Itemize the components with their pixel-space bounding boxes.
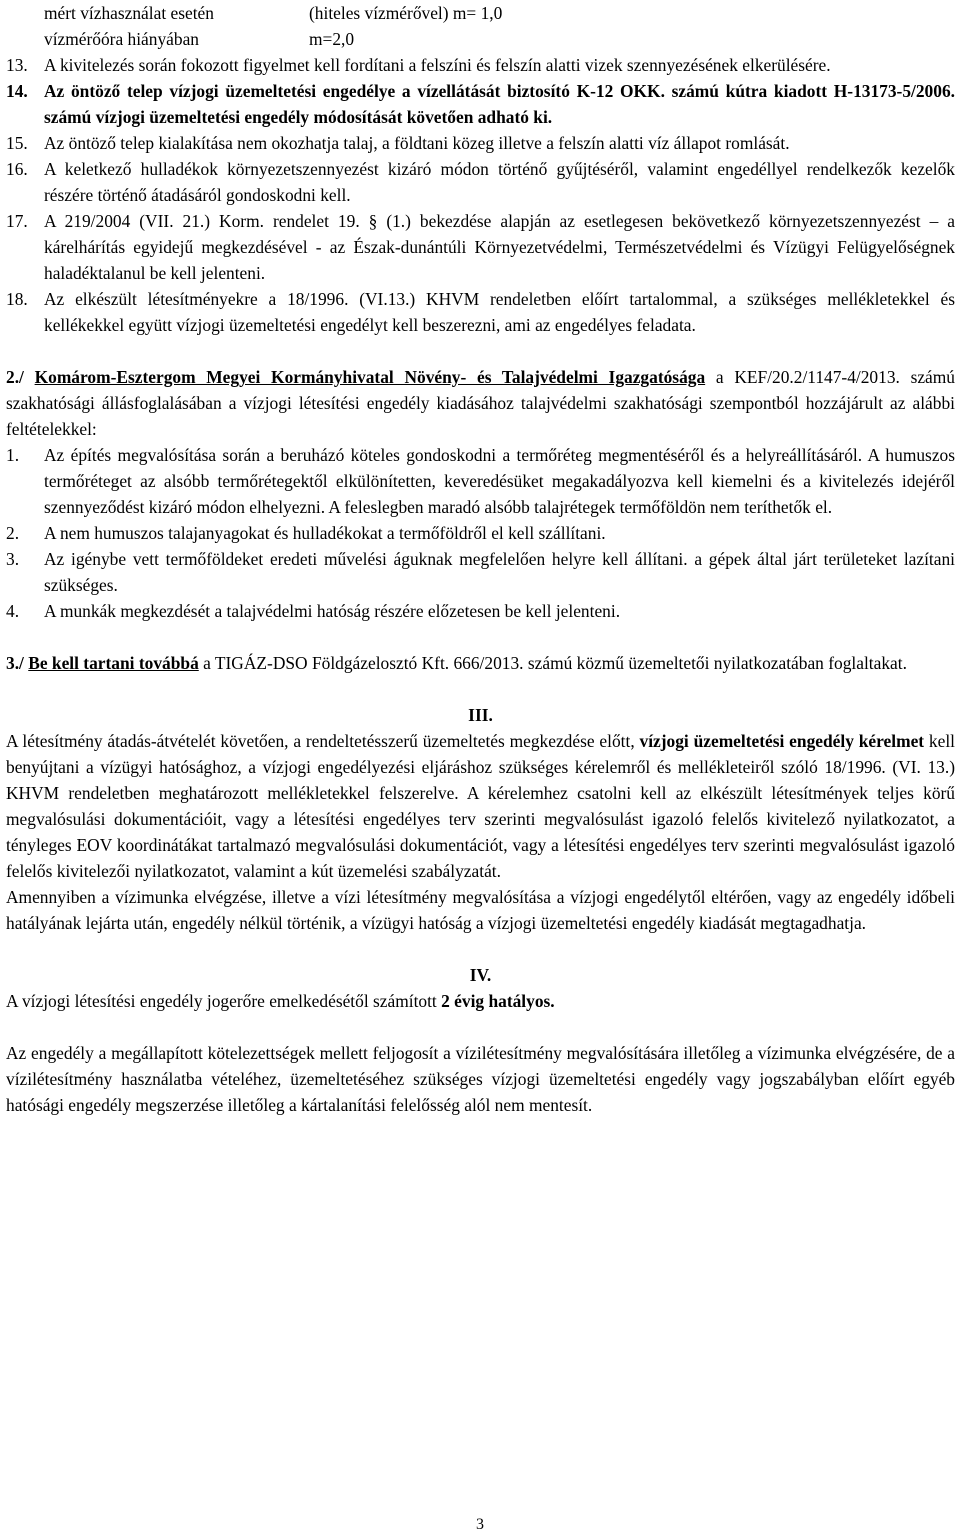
item-number: 1. — [6, 445, 20, 465]
intro-line-1 — [6, 0, 955, 26]
item-number: 16. — [6, 159, 28, 179]
item-number: 13. — [6, 55, 28, 75]
list-item-18 — [6, 286, 955, 338]
para-iii-1 — [6, 728, 955, 884]
intro-left-2: vízmérőóra hiányában — [44, 29, 199, 49]
item-text: A nem humuszos talajanyagokat és hulladékokat a termőföldről el kell szállítani. — [44, 523, 606, 543]
item-text: A 219/2004 (VII. 21.) Korm. rendelet 19. § (1.) bekezdése alapján az esetlegesen bekövetkező környezetszennyezést – a kárelhárítás egyidejű megkezdésével - az Észak-dunántúli Környezetvédelmi, Természetvédelmi és Vízügyi Felügyelőségnek haladéktalanul be kell jelenteni. — [44, 211, 955, 283]
list-item-17 — [6, 208, 955, 286]
list-item-15 — [6, 130, 955, 156]
section-3-number: 3./ — [6, 653, 24, 673]
section-3-paragraph — [6, 650, 955, 676]
para-iii-1-bold: vízjogi üzemeltetési engedély kérelmet — [639, 731, 925, 751]
intro-right-1: (hiteles vízmérővel) m= 1,0 — [309, 3, 503, 23]
section-2-item-4 — [6, 598, 955, 624]
item-text: A kivitelezés során fokozott figyelmet kell fordítani a felszíni és felszín alatti vizek szennyezésének elkerülésére. — [44, 55, 831, 75]
item-text: Az igénybe vett termőföldeket eredeti művelési águknak megfelelően helyre kell állítani. a gépek által járt területeket lazítani szükséges. — [44, 549, 955, 595]
item-number: 4. — [6, 601, 20, 621]
document-page — [6, 0, 955, 1537]
section-2-number: 2./ — [6, 367, 24, 387]
heading-iv: IV. — [469, 965, 492, 985]
section-2-text: KEF/20.2/1147-4/2013. számú szakhatósági állásfoglalásában a vízjogi létesítési engedély kiadásához talajvédelmi szakhatósági szempontból hozzájárult az alábbi feltételekkel: — [6, 367, 955, 439]
intro-left-1: mért vízhasználat esetén — [44, 3, 214, 23]
spacer — [6, 676, 955, 702]
list-item-13 — [6, 52, 955, 78]
intro-line-2 — [6, 26, 955, 52]
section-2-word: a — [715, 367, 724, 387]
section-2-item-2 — [6, 520, 955, 546]
item-text: A munkák megkezdését a talajvédelmi hatóság részére előzetesen be kell jelenteni. — [44, 601, 621, 621]
spacer — [6, 624, 955, 650]
list-item-14 — [6, 78, 955, 130]
para-iii-2: Amennyiben a vízimunka elvégzése, illetve a vízi létesítmény megvalósítása a vízjogi engedélytől eltérően, vagy az engedély időbeli hatályának lejárta után, engedély nélkül történik, a vízügyi hatóság a vízjogi üzemeltetési engedély kiadását megtagadhatja. — [6, 887, 955, 933]
page-number: 3 — [476, 1516, 484, 1533]
para-iv-1 — [6, 988, 955, 1014]
para-iii-1-after: kell benyújtani a vízügyi hatósághoz, a vízjogi engedélyezési eljáráshoz szükséges kérelemről és mellékleteiről szóló 18/1996. (VI. 13.) KHVM rendeletben meghatározott mellékletekkel felszerelve. A kérelemhez csatolni kell az elkészült létesítmények teljes körű megvalósulási dokumentációit, vagy a létesítési engedélyes terv szerinti megvalósulást igazoló felelős kivitelező nyilatkozatot, a tényleges EOV koordinátákat tartalmazó megvalósulási dokumentációt, vagy a létesítési engedélyes terv szerinti megvalósulást igazoló felelős kivitelezői nyilatkozatot, valamint a kút üzemelési szabályzatát. — [6, 731, 955, 881]
section-3-title: Be kell tartani továbbá — [28, 653, 199, 673]
section-2-title: Komárom-Esztergom Megyei Kormányhivatal Növény- és Talajvédelmi Igazgatósága — [34, 367, 706, 387]
list-item-16 — [6, 156, 955, 208]
spacer — [6, 936, 955, 962]
item-text: Az öntöző telep vízjogi üzemeltetési engedélye a vízellátását biztosító K-12 OKK. számú kútra kiadott H-13173-5/2006. számú vízjogi üzemeltetési engedély módosítását követően adható ki. — [44, 81, 955, 127]
para-iii-1-before: A létesítmény átadás-átvételét követően, a rendeltetésszerű üzemeltetés megkezdése előtt, — [6, 731, 640, 751]
item-number: 15. — [6, 133, 28, 153]
item-number: 18. — [6, 289, 28, 309]
item-text: Az öntöző telep kialakítása nem okozhatja talaj, a földtani közeg illetve a felszín alatti víz állapot romlását. — [44, 133, 790, 153]
para-iv-2: Az engedély a megállapított kötelezettségek mellett feljogosít a vízilétesítmény megvalósítására illetőleg a vízimunka elvégzésére, de a vízilétesítmény használatba vételéhez, üzemeltetéséhez szükséges vízjogi üzemeltetési engedély vagy jogszabályban előírt egyéb hatósági engedély megszerzése illetőleg a kártalanítási felelősség alól nem mentesít. — [6, 1043, 955, 1115]
spacer — [6, 338, 955, 364]
intro-right-2: m=2,0 — [309, 29, 355, 49]
section-2-item-3 — [6, 546, 955, 598]
item-number: 17. — [6, 211, 28, 231]
section-3-text: a TIGÁZ-DSO Földgázelosztó Kft. 666/2013. számú közmű üzemeltetői nyilatkozatában foglaltakat. — [203, 653, 907, 673]
section-2-paragraph — [6, 364, 955, 442]
heading-iii: III. — [468, 705, 493, 725]
para-iv-1-before: A vízjogi létesítési engedély jogerőre emelkedésétől számított — [6, 991, 442, 1011]
item-number: 2. — [6, 523, 20, 543]
section-2-item-1 — [6, 442, 955, 520]
item-number: 14. — [6, 81, 28, 101]
item-text: Az építés megvalósítása során a beruházó köteles gondoskodni a termőréteg megmentéséről és a helyreállításáról. A humuszos termőréteget az alsóbb termőrétegektől elkülönítetten, keveredésüket megakadályozva kell kiemelni és a kivitelezés idejéről szennyeződést kizáró módon elhelyezni. A feleslegben maradó alsóbb talajrétegek termőföldön nem teríthetők el. — [44, 445, 955, 517]
spacer — [6, 1014, 955, 1040]
item-text: Az elkészült létesítményekre a 18/1996. (VI.13.) KHVM rendeletben előírt tartalommal, a szükséges mellékletekkel és kellékekkel együtt vízjogi üzemeltetési engedélyt kell beszerezni, ami az engedélyes feladata. — [44, 289, 955, 335]
item-text: A keletkező hulladékok környezetszennyezést kizáró módon történő gyűjtéséről, valamint engedéllyel rendelkezők kezelők részére történő átadásáról gondoskodni kell. — [44, 159, 955, 205]
para-iv-1-bold: 2 évig hatályos. — [441, 991, 555, 1011]
item-number: 3. — [6, 549, 20, 569]
